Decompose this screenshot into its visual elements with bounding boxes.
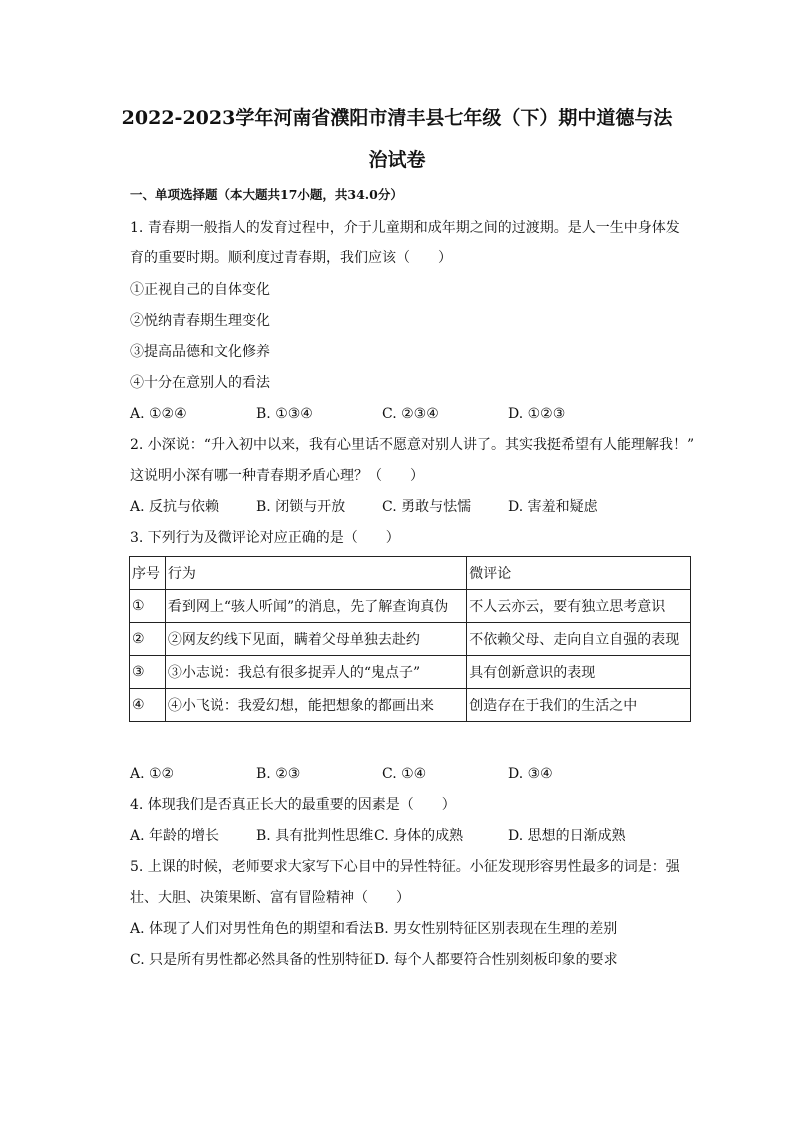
q5-option-c: C. 只是所有男性都必然具备的性别特征: [130, 952, 374, 968]
table-cell: 不依赖父母、走向自立自强的表现: [467, 623, 691, 656]
exam-title-line2: 治试卷: [368, 149, 426, 171]
q3-option-c: C. ①④: [382, 766, 427, 782]
q1-stem-line1: 1. 青春期一般指人的发育过程中，介于儿童期和成年期之间的过渡期。是人一生中身体发: [130, 220, 680, 236]
table-cell: 不人云亦云，要有独立思考意识: [467, 590, 691, 623]
table-header-row: [130, 557, 691, 590]
table-row: [130, 623, 691, 656]
table-cell: ③: [130, 656, 166, 689]
q1-option-b: B. ①③④: [256, 406, 313, 422]
table-cell: ②网友约线下见面，瞒着父母单独去赴约: [165, 623, 466, 656]
q5-options-row2: [130, 950, 690, 970]
q4-option-c: C. 身体的成熟: [374, 828, 464, 844]
q3-stem: 3. 下列行为及微评论对应正确的是（ ）: [130, 530, 400, 546]
q5-options-row1: [130, 919, 690, 939]
q1-item-2: ②悦纳青春期生理变化: [130, 313, 270, 329]
q5-option-d: D. 每个人都要符合性别刻板印象的要求: [374, 952, 618, 968]
q1-option-c: C. ②③④: [382, 406, 439, 422]
q3-option-b: B. ②③: [256, 766, 301, 782]
q1-item-1: ①正视自己的自体变化: [130, 282, 270, 298]
table-row: [130, 590, 691, 623]
table-cell: 创造存在于我们的生活之中: [467, 689, 691, 722]
q5-option-b: B. 男女性别特征区别表现在生理的差别: [374, 921, 618, 937]
q2-option-a: A. 反抗与依赖: [130, 499, 220, 515]
q3-option-d: D. ③④: [508, 766, 553, 782]
q2-stem-line2: 这说明小深有哪一种青春期矛盾心理？（ ）: [130, 468, 424, 484]
q1-item-4: ④十分在意别人的看法: [130, 375, 270, 391]
table-cell: ②: [130, 623, 166, 656]
section-heading: 一、单项选择题（本大题共17小题，共34.0分）: [130, 187, 403, 202]
table-cell: ①: [130, 590, 166, 623]
table-cell: ④小飞说：我爱幻想，能把想象的都画出来: [165, 689, 466, 722]
q5-stem-line1: 5. 上课的时候，老师要求大家写下心目中的异性特征。小征发现形容男性最多的词是：强: [130, 859, 680, 875]
q2-options: [130, 497, 690, 517]
exam-title-line1: 2022-2023学年河南省濮阳市清丰县七年级（下）期中道德与法: [121, 107, 673, 129]
q4-options: [130, 826, 690, 846]
q4-option-d: D. 思想的日渐成熟: [508, 828, 626, 844]
q1-option-a: A. ①②④: [130, 406, 187, 422]
q3-table: [129, 556, 691, 722]
table-cell: ④: [130, 689, 166, 722]
q5-option-a: A. 体现了人们对男性角色的期望和看法: [130, 921, 374, 937]
table-header-cell: 微评论: [467, 557, 691, 590]
table-cell: 看到网上“骇人听闻”的消息，先了解查询真伪: [165, 590, 466, 623]
q1-option-d: D. ①②③: [508, 406, 566, 422]
table-header-cell: 行为: [165, 557, 466, 590]
q2-option-b: B. 闭锁与开放: [256, 499, 346, 515]
q1-item-3: ③提高品德和文化修养: [130, 344, 270, 360]
q2-stem-line1: 2. 小深说：“升入初中以来，我有心里话不愿意对别人讲了。其实我挺希望有人能理解我！”: [130, 437, 695, 453]
table-cell: 具有创新意识的表现: [467, 656, 691, 689]
q5-stem-line2: 壮、大胆、决策果断、富有冒险精神（ ）: [130, 890, 410, 906]
q3-option-a: A. ①②: [130, 766, 175, 782]
q4-option-b: B. 具有批判性思维: [256, 828, 374, 844]
table-header-cell: 序号: [130, 557, 166, 590]
table-row: [130, 656, 691, 689]
q3-options: [130, 764, 690, 784]
q2-option-c: C. 勇敢与怯懦: [382, 499, 472, 515]
q4-stem: 4. 体现我们是否真正长大的最重要的因素是（ ）: [130, 797, 456, 813]
table-row: [130, 689, 691, 722]
q2-option-d: D. 害羞和疑虑: [508, 499, 598, 515]
q1-options: [130, 404, 690, 424]
table-cell: ③小志说：我总有很多捉弄人的“鬼点子”: [165, 656, 466, 689]
q1-stem-line2: 育的重要时期。顺利度过青春期，我们应该（ ）: [130, 250, 452, 266]
q4-option-a: A. 年龄的增长: [130, 828, 220, 844]
